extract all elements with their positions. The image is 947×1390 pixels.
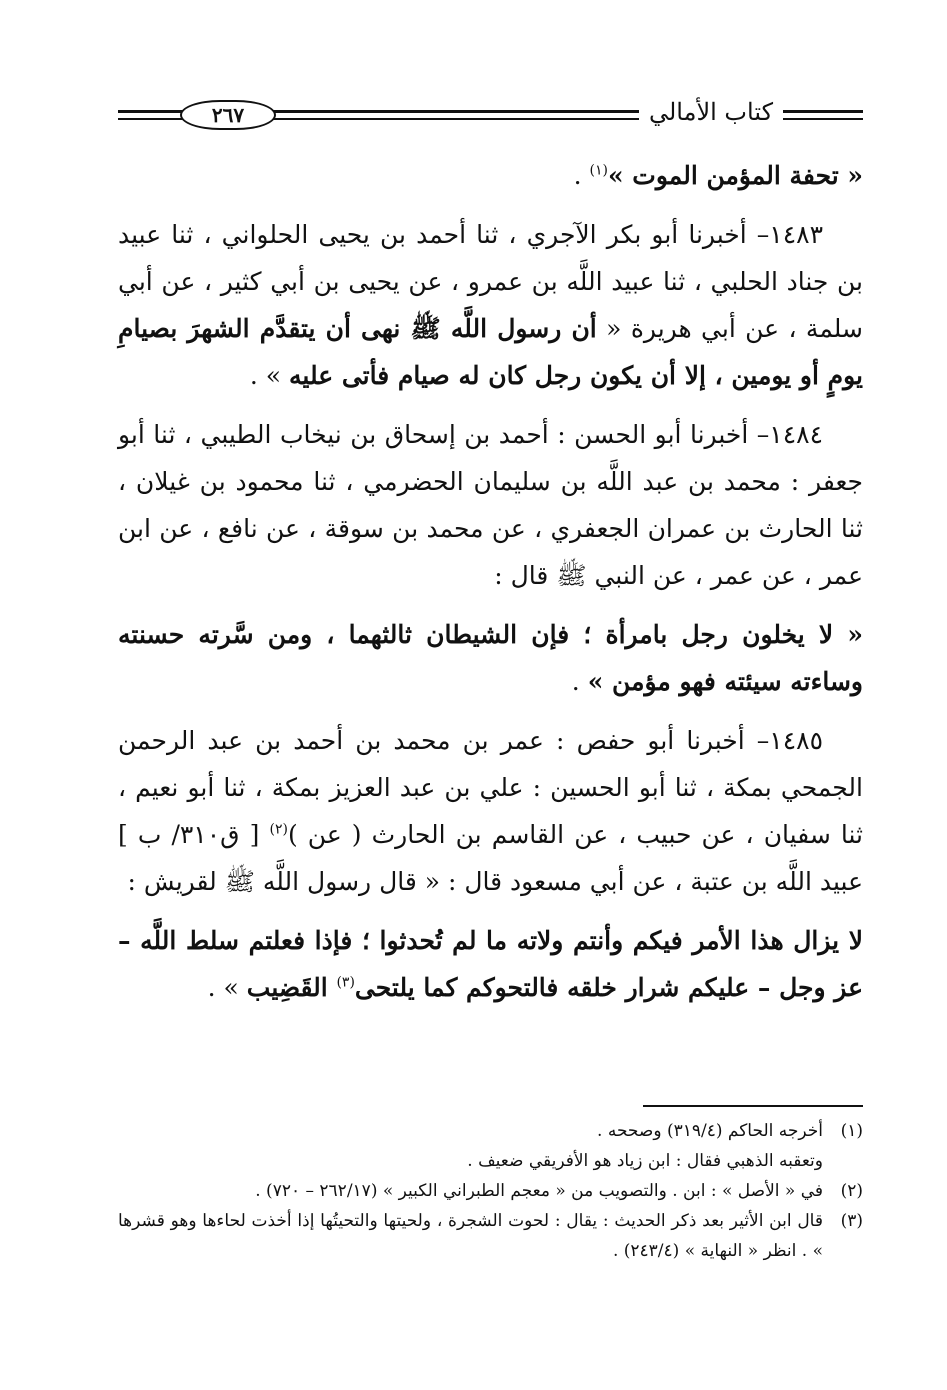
footnote-ref-2: (٢) [269, 821, 288, 838]
page-header [118, 96, 863, 140]
isnad-text: ١٤٨٤– أخبرنا أبو الحسن : أحمد بن إسحاق بن نيخاب الطيبي ، ثنا أبو جعفر : محمد بن عبد اللَّه بن سليمان الحضرمي ، ثنا محمود بن غيلان ، ثنا الحارث بن عمران الجعفري ، عن محمد بن سوقة ، عن نافع ، عن ابن عمر ، عن عمر ، عن النبي ﷺ قال : [118, 420, 863, 590]
running-title: كتاب الأمالي [639, 98, 783, 126]
footnote-number: (١) [840, 1121, 863, 1141]
paragraph-1485 [118, 717, 863, 905]
hadith-text: القَضِيب [246, 973, 337, 1002]
footnote-2 [118, 1176, 863, 1206]
footnote-ref-1: (١) [589, 162, 608, 179]
isnad-text: [ ق٣١٠/ ب ] عبيد اللَّه بن عتبة ، عن أبي مسعود قال : « قال رسول اللَّه ﷺ لقريش : [118, 820, 863, 896]
hadith-text: « لا يخلون رجل بامرأة ؛ فإن الشيطان ثالثهما ، ومن سَّرته حسنته وساءته سيئته فهو مؤمن » [118, 620, 863, 696]
footnote-text: في « الأصل » : ابن . والتصويب من « معجم الطبراني الكبير » (٢٦٢/١٧ – ٧٢٠) . [255, 1181, 823, 1201]
page-number: ٢٦٧ [180, 100, 276, 130]
footnote-number: (٢) [840, 1181, 863, 1201]
footnote-1 [118, 1116, 863, 1146]
hadith-text: « تحفة المؤمن الموت » [607, 161, 863, 190]
footnote-ref-3: (٣) [336, 974, 355, 991]
footnote-text: قال ابن الأثير بعد ذكر الحديث : يقال : لحوت الشجرة ، ولحيتها والتحيتُها إذا أخذت لحاءها وهو قشرها » . انظر « النهاية » (٢٤٣/٤) . [118, 1211, 823, 1261]
isnad-text: ١٤٨٣– أخبرنا أبو بكر الآجري ، ثنا أحمد بن يحيى الحلواني ، ثنا عبيد بن جناد الحلبي ، ثنا عبيد اللَّه بن عمرو ، عن يحيى بن أبي كثير ، عن أبي سلمة ، عن أبي هريرة « [118, 220, 863, 343]
footnote-3 [118, 1206, 863, 1266]
footnote-separator [643, 1105, 863, 1107]
paragraph-0 [118, 152, 863, 199]
paragraph-1484 [118, 411, 863, 599]
footnote-1-continuation: وتعقبه الذهبي فقال : ابن زياد هو الأفريقي ضعيف . [467, 1151, 823, 1171]
punctuation: » . [249, 361, 289, 390]
paragraph-1483 [118, 211, 863, 399]
punctuation: . [571, 667, 588, 696]
paragraph-1484-matn [118, 611, 863, 705]
main-text [118, 152, 863, 1023]
footnote-text: أخرجه الحاكم (٣١٩/٤) وصححه . [597, 1121, 823, 1141]
hadith-text: أن رسول اللَّه ﷺ نهى أن يتقدَّم الشهرَ بصيامِ يومٍ أو يومين ، إلا أن يكون رجل كان له صيام فأتى عليه [118, 314, 863, 390]
footnotes [118, 1116, 863, 1266]
paragraph-1485-matn [118, 917, 863, 1011]
isnad-text: ١٤٨٥– أخبرنا أبو حفص : عمر بن محمد بن أحمد بن عبد الرحمن الجمحي بمكة ، ثنا أبو الحسين : علي بن عبد العزيز بمكة ، ثنا أبو نعيم ، ثنا سفيان ، عن حبيب ، عن القاسم بن الحارث ( عن ) [118, 726, 864, 849]
punctuation: . [573, 161, 590, 190]
footnote-number: (٣) [840, 1211, 863, 1231]
hadith-text: لا يزال هذا الأمر فيكم وأنتم ولاته ما لم تُحدثوا ؛ فإذا فعلتم سلط اللَّه – عز وجل – عليكم شرار خلقه فالتحوكم كما يلتحى [118, 926, 863, 1002]
punctuation: » . [207, 973, 247, 1002]
